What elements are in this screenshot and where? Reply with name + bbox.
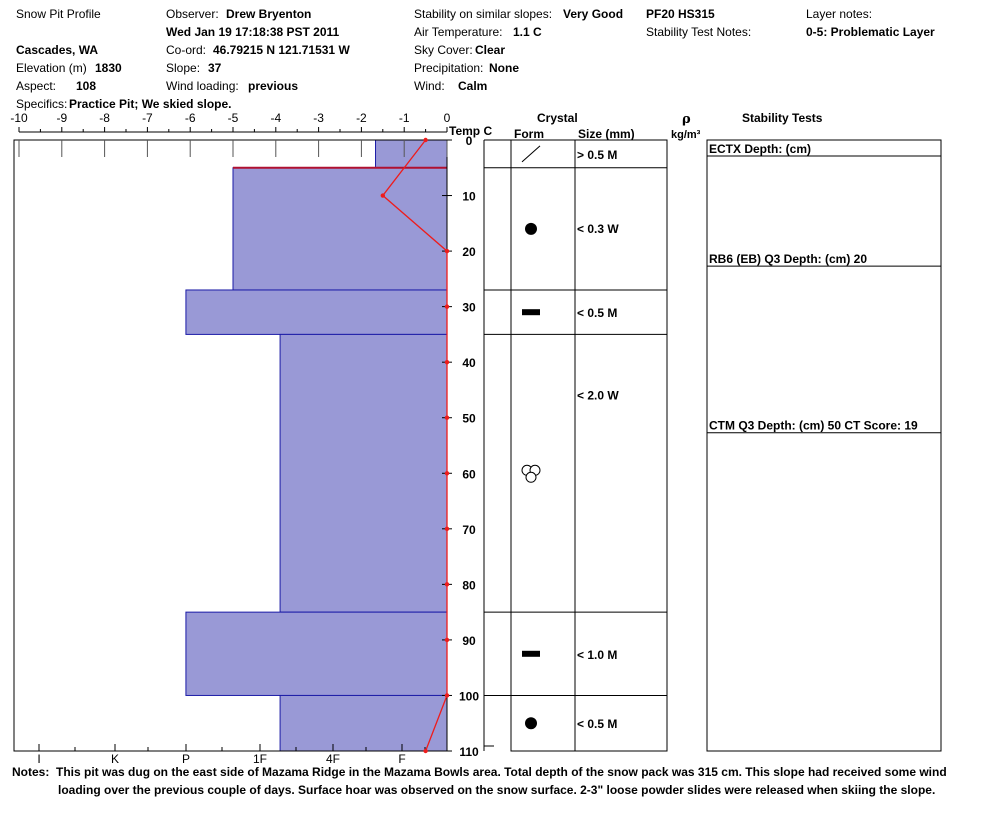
- notes-label: Notes:: [12, 765, 50, 779]
- page-title: Snow Pit Profile: [16, 7, 101, 21]
- elevation-value: 1830: [95, 61, 122, 75]
- temperature-point: [423, 138, 427, 142]
- hardness-tick-label: 1F: [252, 752, 268, 766]
- slope-label: Slope:: [166, 61, 201, 75]
- temp-tick-label: -5: [227, 111, 239, 125]
- sky-value: Clear: [475, 43, 506, 57]
- hardness-layer: [186, 612, 447, 695]
- crystal-size-label: < 2.0 W: [577, 388, 619, 403]
- air-temp-label: Air Temperature:: [414, 25, 503, 39]
- coord-label: Co-ord:: [166, 43, 207, 57]
- hardness-tick-label: K: [110, 752, 120, 766]
- notes: [12, 763, 972, 799]
- temp-axis-label: Temp C: [449, 124, 493, 138]
- aspect-label: Aspect:: [16, 79, 57, 93]
- depth-tick-label: 110: [459, 745, 479, 759]
- hardness-tick-label: P: [181, 752, 191, 766]
- temp-tick-label: -3: [313, 111, 324, 125]
- rho-header: ρ: [682, 112, 691, 127]
- melt-cluster-icon: [522, 465, 540, 482]
- hardness-layer: [280, 695, 447, 751]
- temperature-point: [445, 582, 449, 586]
- hardness-layers: [186, 140, 447, 751]
- rounded-grain-icon: [525, 717, 537, 729]
- crystal-size-label: < 1.0 M: [577, 647, 618, 662]
- hardness-layer: [233, 168, 447, 290]
- specifics-value: Practice Pit; We skied slope.: [69, 97, 232, 111]
- temperature-point: [423, 749, 427, 753]
- wind-label: Wind:: [414, 79, 445, 93]
- stability-test-label: ECTX Depth: (cm): [709, 142, 811, 156]
- observer-value: Drew Bryenton: [226, 7, 312, 21]
- rounded-grain-icon: [525, 223, 537, 235]
- hardness-layer: [186, 290, 447, 334]
- temperature-point: [445, 360, 449, 364]
- depth-tick-label: 50: [462, 411, 476, 426]
- temp-tick-label: 0: [443, 111, 451, 125]
- coord-value: 46.79215 N 121.71531 W: [213, 43, 350, 57]
- slope-value: 37: [208, 61, 222, 75]
- temperature-point: [445, 693, 449, 697]
- stability-tests-header: Stability Tests: [742, 111, 823, 125]
- stability-value: Very Good: [563, 7, 624, 21]
- temp-tick-label: -8: [99, 111, 110, 125]
- depth-tick-label: 90: [462, 633, 476, 648]
- temp-tick-label: -9: [56, 111, 68, 125]
- surface-hoar-icon: [522, 146, 540, 162]
- hardness-tick-label: F: [398, 752, 406, 766]
- sky-label: Sky Cover:: [414, 43, 473, 57]
- stability-frame: [707, 140, 941, 751]
- depth-tick-label: 30: [462, 300, 476, 315]
- crystal-size-label: < 0.5 M: [577, 306, 618, 321]
- layer-notes-value: 0-5: Problematic Layer: [806, 25, 935, 39]
- temp-tick-label: -7: [142, 111, 153, 125]
- rho-units-header: kg/m³: [671, 129, 701, 141]
- layer-notes-label: Layer notes:: [806, 7, 873, 21]
- temperature-point: [445, 416, 449, 420]
- elevation-label: Elevation (m): [16, 61, 87, 75]
- crystal-header: Crystal: [537, 111, 578, 125]
- wind-loading-value: previous: [248, 79, 299, 93]
- wind-value: Calm: [458, 79, 488, 93]
- temperature-point: [445, 638, 449, 642]
- hardness-layer: [280, 334, 447, 612]
- temperature-point: [445, 471, 449, 475]
- crystal-size-label: < 0.3 W: [577, 221, 619, 236]
- depth-tick-label: 0: [465, 134, 473, 148]
- depth-tick-label: 10: [462, 189, 476, 204]
- location: Cascades, WA: [16, 43, 99, 57]
- stability-test-notes-label: Stability Test Notes:: [646, 25, 752, 39]
- depth-tick-label: 70: [462, 522, 476, 537]
- depth-tick-label: 60: [462, 467, 476, 482]
- size-header: Size (mm): [578, 127, 635, 141]
- faceted-grain-icon: [522, 651, 540, 657]
- crystal-size-label: < 0.5 M: [577, 717, 618, 732]
- temp-tick-label: -10: [10, 111, 28, 125]
- datetime: Wed Jan 19 17:18:38 PST 2011: [166, 25, 340, 39]
- stability-label: Stability on similar slopes:: [414, 7, 553, 21]
- depth-tick-label: 100: [458, 689, 480, 704]
- depth-tick-label: 20: [462, 245, 476, 260]
- hardness-layer: [376, 140, 447, 168]
- temp-tick-label: -6: [184, 111, 196, 125]
- depth-tick-label: 40: [462, 356, 476, 371]
- wind-loading-label: Wind loading:: [166, 79, 239, 93]
- temp-tick-label: -2: [356, 111, 367, 125]
- form-header: Form: [514, 127, 544, 141]
- air-temp-value: 1.1 C: [513, 25, 542, 39]
- crystal-table: [484, 140, 707, 751]
- temperature-point: [445, 249, 449, 253]
- temp-tick-label: -4: [270, 111, 282, 125]
- temperature-point: [445, 304, 449, 308]
- stability-test-label: CTM Q3 Depth: (cm) 50 CT Score: 19: [709, 418, 918, 433]
- stability-tests: [707, 140, 941, 751]
- depth-tick-label: 80: [462, 578, 476, 593]
- specifics-label: Specifics:: [16, 97, 68, 111]
- notes-line-1: This pit was dug on the east side of Mazama Ridge in the Mazama Bowls area. Total depth of the snow pack was 315 cm. This slope had received some wind: [56, 765, 947, 779]
- observer-label: Observer:: [166, 7, 219, 21]
- notes-line-2: loading over the previous couple of days. Surface hoar was observed on the snow surface. 2-3" loose powder slides were released when skiing the slope.: [58, 783, 936, 797]
- faceted-grain-icon: [522, 309, 540, 315]
- stability-test-label: RB6 (EB) Q3 Depth: (cm) 20: [709, 252, 868, 267]
- precip-value: None: [489, 61, 519, 75]
- pf-hs: PF20 HS315: [646, 7, 715, 21]
- aspect-value: 108: [76, 79, 97, 93]
- temp-tick-label: -1: [398, 111, 410, 125]
- crystal-size-label: > 0.5 M: [577, 147, 618, 162]
- cluster-ring: [526, 472, 536, 482]
- hardness-tick-label: 4F: [325, 752, 341, 766]
- temperature-point: [445, 527, 449, 531]
- hardness-tick-label: I: [37, 752, 41, 766]
- temperature-point: [381, 193, 385, 197]
- precip-label: Precipitation:: [414, 61, 484, 75]
